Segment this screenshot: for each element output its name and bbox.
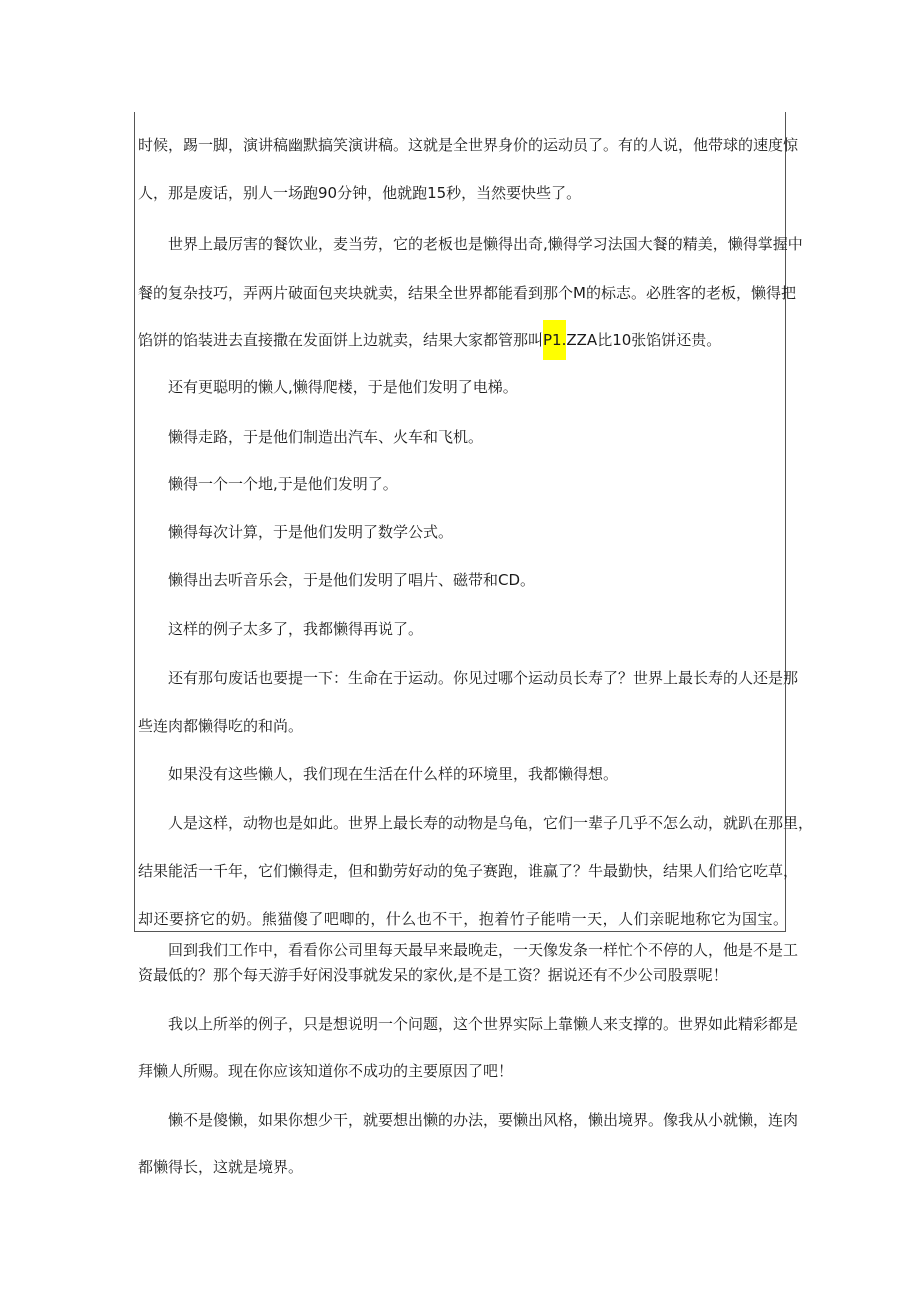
text-segment: ZZA比10张馅饼还贵。 — [566, 331, 722, 349]
paragraph-line: 懒不是傻懒，如果你想少干，就要想出懒的办法，要懒出风格，懒出境界。像我从小就懒，连肉 — [168, 1111, 799, 1129]
paragraph-line: 还有更聪明的懒人,懒得爬楼，于是他们发明了电梯。 — [168, 378, 518, 396]
paragraph-line: 却还要挤它的奶。熊猫傻了吧唧的，什么也不干，抱着竹子能啃一天，人们亲昵地称它为国宝。 — [138, 910, 788, 928]
paragraph-line: 如果没有这些懒人，我们现在生活在什么样的环境里，我都懒得想。 — [168, 765, 619, 783]
paragraph-line: 人是这样，动物也是如此。世界上最长寿的动物是乌龟，它们一辈子几乎不怎么动，就趴在那里， — [168, 814, 814, 832]
paragraph-line: 拜懒人所赐。现在你应该知道你不成功的主要原因了吧！ — [138, 1062, 514, 1080]
paragraph-line: 人，那是废话，别人一场跑90分钟，他就跑15秒，当然要快些了。 — [138, 184, 582, 202]
paragraph-line: 还有那句废话也要提一下：生命在于运动。你见过哪个运动员长寿了？世界上最长寿的人还是那 — [168, 669, 799, 687]
paragraph-line: 餐的复杂技巧，弄两片破面包夹块就卖，结果全世界都能看到那个M的标志。必胜客的老板，懒得把 — [138, 284, 796, 302]
paragraph-line: 资最低的？那个每天游手好闲没事就发呆的家伙,是不是工资？据说还有不少公司股票呢！ — [138, 966, 728, 984]
paragraph-line: 时候，踢一脚，演讲稿幽默搞笑演讲稿。这就是全世界身价的运动员了。有的人说，他带球的速度惊 — [138, 136, 799, 154]
paragraph-line: 结果能活一千年，它们懒得走，但和勤劳好动的兔子赛跑，谁赢了？牛最勤快，结果人们给它吃草， — [138, 862, 799, 880]
paragraph-line: 回到我们工作中，看看你公司里每天最早来最晚走，一天像发条一样忙个不停的人，他是不是工 — [168, 941, 799, 959]
paragraph-line: 这样的例子太多了，我都懒得再说了。 — [168, 620, 424, 638]
paragraph-line — [138, 330, 788, 350]
paragraph-line: 都懒得长，这就是境界。 — [138, 1158, 304, 1176]
paragraph-line: 世界上最厉害的餐饮业，麦当劳，它的老板也是懒得出奇,懒得学习法国大餐的精美，懒得掌握中 — [168, 235, 803, 253]
paragraph-line: 懒得每次计算，于是他们发明了数学公式。 — [168, 523, 454, 541]
paragraph-line: 懒得出去听音乐会，于是他们发明了唱片、磁带和CD。 — [168, 571, 536, 589]
text-segment: 馅饼的馅装进去直接撒在发面饼上边就卖，结果大家都管那叫 — [138, 331, 544, 349]
paragraph-line: 懒得走路，于是他们制造出汽车、火车和飞机。 — [168, 428, 484, 446]
paragraph-line: 我以上所举的例子，只是想说明一个问题，这个世界实际上靠懒人来支撑的。世界如此精彩都是 — [168, 1015, 799, 1033]
paragraph-line: 懒得一个一个地,于是他们发明了。 — [168, 475, 398, 493]
highlighted-text: P1. — [543, 320, 566, 360]
paragraph-line: 些连肉都懒得吃的和尚。 — [138, 717, 304, 735]
